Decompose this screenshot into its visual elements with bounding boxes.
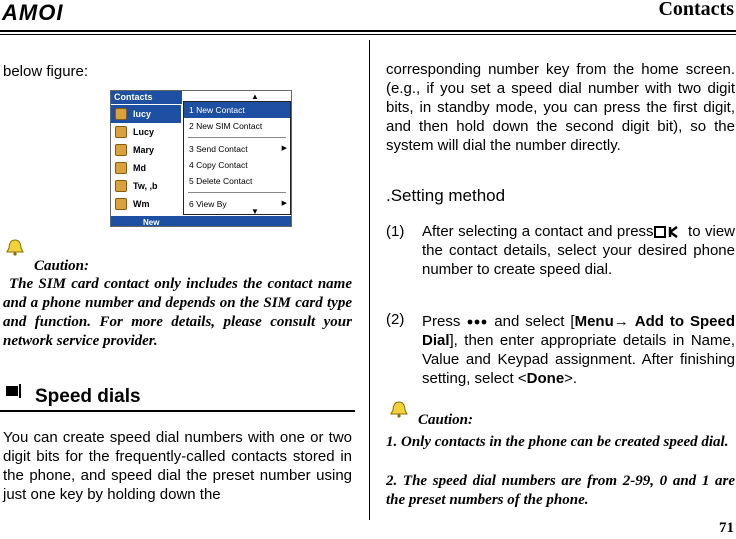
step2-number: (2) <box>386 311 405 328</box>
setting-method-heading: .Setting method <box>386 186 506 205</box>
caution-item-2: 2. The speed dial numbers are from 2-99, 0 and 1 are the preset numbers of the phone. <box>386 473 735 508</box>
submenu-arrow-icon: ▶ <box>281 145 287 152</box>
amoi-logo: AMOI <box>2 0 64 25</box>
contact-card-icon <box>115 126 127 138</box>
menu-item-send-contact: 3 Send Contact ▶ <box>184 141 290 157</box>
phone-screenshot <box>110 90 292 227</box>
section-title-header: Contacts <box>658 0 734 20</box>
menu-key-icon <box>466 317 488 327</box>
continuation-text: corresponding number key from the home screen. (e.g., if you set a speed dial number with two digit bits, in standby mode, you can press the first digit, and then hold down the second digit bit), so the system will dial the number directly. <box>386 61 735 154</box>
menu-item-copy-contact: 4 Copy Contact <box>189 160 248 170</box>
contact-item: Wm <box>111 195 181 213</box>
contact-item: Tw, ,b <box>111 177 181 195</box>
header-rule-thin <box>0 34 736 35</box>
contact-item: Lucy <box>111 123 181 141</box>
menu-item-view-by: 6 View By ▶ <box>184 196 290 212</box>
menu-separator <box>188 137 286 138</box>
contact-card-icon <box>115 108 127 120</box>
context-menu <box>183 101 291 215</box>
contact-card-icon <box>115 162 127 174</box>
phone-title: Contacts <box>111 91 182 104</box>
submenu-arrow-icon: ▶ <box>281 200 287 207</box>
menu-item-new-contact: 1 New Contact <box>184 102 290 118</box>
intro-text: below figure: <box>3 63 89 80</box>
section-bullet-icon <box>6 384 24 398</box>
scroll-up-icon: ▲ <box>251 92 259 101</box>
softkey-bar <box>111 216 291 226</box>
contact-item: Md <box>111 159 181 177</box>
contact-card-icon <box>115 180 127 192</box>
menu-separator <box>188 192 286 193</box>
page-number: 71 <box>719 520 734 536</box>
caution-label: Caution: <box>34 258 90 274</box>
caution-item-1: 1. Only contacts in the phone can be created speed dial. <box>386 434 729 450</box>
step2-text: Press and select [Menu→ Add to Speed Dial], then enter appropriate details in Name, Value and Keypad assignment. After finishing setting, select <Done>. <box>422 313 735 387</box>
softkey-new: New <box>143 218 160 227</box>
scroll-down-icon: ▼ <box>251 207 259 216</box>
step1-number: (1) <box>386 223 405 240</box>
header-rule <box>0 30 736 32</box>
contact-list <box>111 105 181 213</box>
menu-item-delete-contact: 5 Delete Contact <box>189 176 253 186</box>
step1-text: After selecting a contact and press to view the contact details, select your desired phone number to create speed dial. <box>422 223 736 278</box>
column-divider <box>369 40 370 520</box>
ok-key-icon <box>654 225 684 239</box>
menu-item-new-sim-contact: 2 New SIM Contact <box>189 121 263 131</box>
contact-item: lucy <box>111 105 181 123</box>
section-rule <box>0 410 355 412</box>
caution-text: The SIM card contact only includes the contact name and a phone number and depends on the SIM card type and function. For more details, please consult your network service provider. <box>3 276 352 349</box>
caution-label: Caution: <box>418 412 474 428</box>
speed-dials-heading: Speed dials <box>35 386 141 407</box>
speed-dials-body: You can create speed dial numbers with one or two digit bits for the frequently-called contacts stored in the phone, and speed dial the preset number using just one key by holding down the <box>3 429 352 503</box>
bell-icon <box>4 238 26 256</box>
contact-item: Mary <box>111 141 181 159</box>
contact-card-icon <box>115 198 127 210</box>
contact-card-icon <box>115 144 127 156</box>
bell-icon <box>388 400 410 418</box>
